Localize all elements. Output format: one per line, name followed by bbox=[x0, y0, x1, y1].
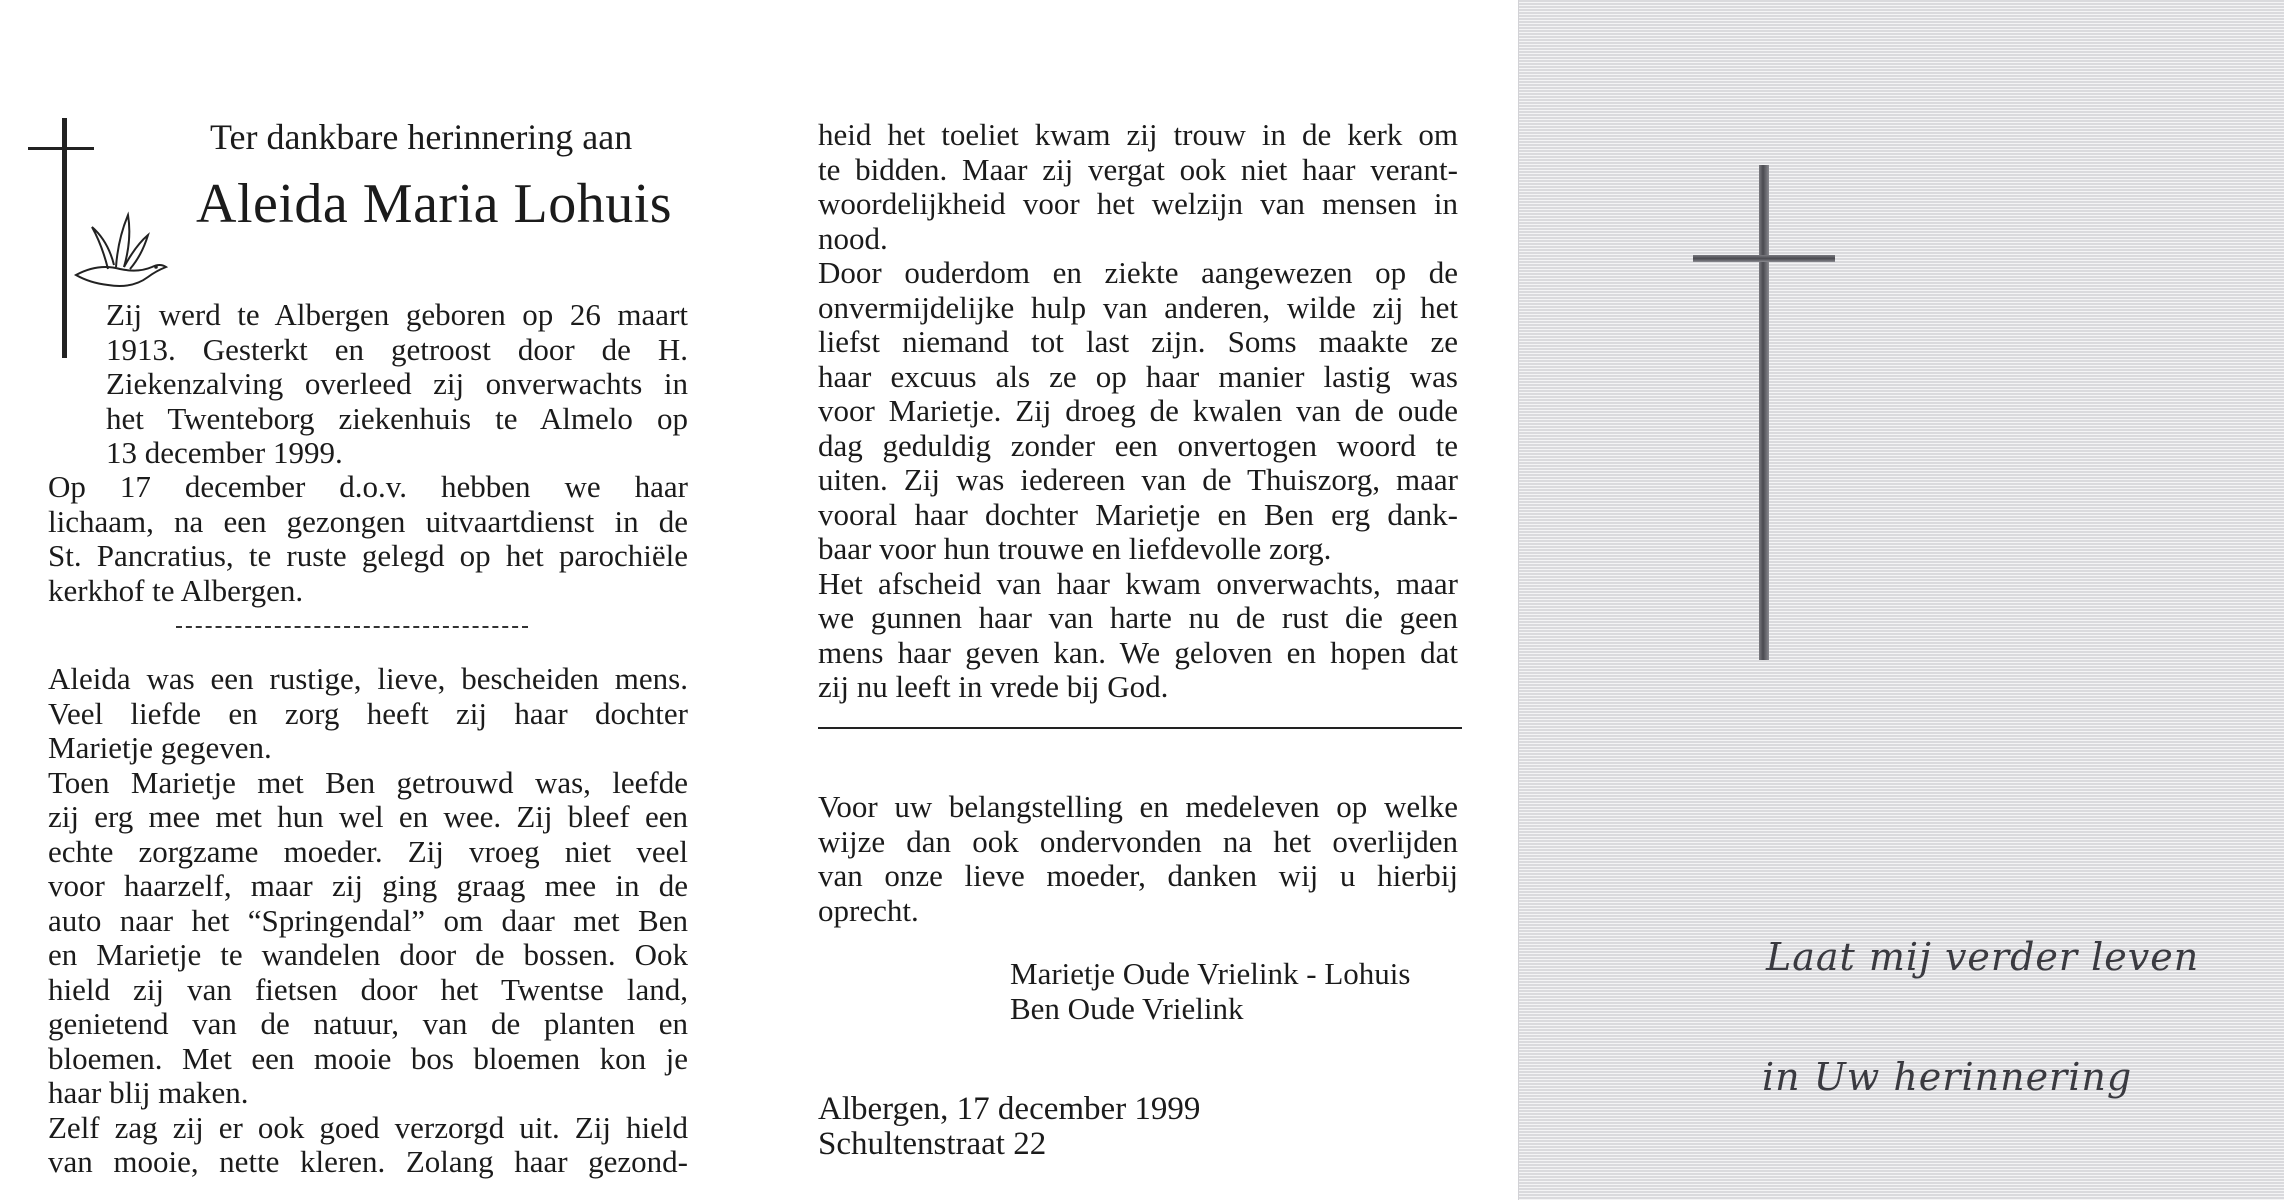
text-line: te bidden. Maar zij vergat ook niet haar verant- bbox=[818, 151, 1458, 187]
text-line: vooral haar dochter Marietje en Ben erg dank- bbox=[818, 496, 1458, 532]
text-line: auto naar het “Springendal” om daar met Ben bbox=[48, 902, 688, 938]
text-line: bloemen. Met een mooie bos bloemen kon je bbox=[48, 1040, 688, 1076]
cross-icon-vertical bbox=[1759, 165, 1769, 660]
dotted-divider bbox=[176, 626, 528, 628]
text-line: het Twenteborg ziekenhuis te Almelo op bbox=[106, 400, 688, 436]
text-line: genietend van de natuur, van de planten en bbox=[48, 1006, 688, 1041]
address: Schultenstraat 22 bbox=[818, 1126, 1047, 1162]
text-line: St. Pancratius, te ruste gelegd op het parochiële bbox=[48, 538, 688, 573]
text-line: Toen Marietje met Ben getrouwd was, leefde bbox=[48, 764, 688, 800]
life-description-paragraph bbox=[48, 662, 688, 1180]
deceased-name: Aleida Maria Lohuis bbox=[196, 173, 673, 235]
text-line: we gunnen haar van harte nu de rust die geen bbox=[818, 600, 1458, 635]
text-line: zij erg mee met hun wel en wee. Zij bleef een bbox=[48, 799, 688, 834]
text-line: dag geduldig zonder een onvertogen woord te bbox=[818, 427, 1458, 463]
text-line: lichaam, na een gezongen uitvaartdienst in de bbox=[48, 503, 688, 539]
text-line: haar excuus als ze op haar manier lastig was bbox=[818, 358, 1458, 394]
text-line: wijze dan ook ondervonden na het overlijden bbox=[818, 823, 1458, 859]
text-line: Veel liefde en zorg heeft zij haar dochter bbox=[48, 695, 688, 731]
thank-you-paragraph bbox=[818, 790, 1458, 928]
text-line: Het afscheid van haar kwam onverwachts, maar bbox=[818, 565, 1458, 601]
birth-death-paragraph bbox=[106, 298, 688, 471]
burial-paragraph bbox=[48, 470, 688, 608]
cover-card bbox=[1518, 0, 2284, 1200]
place-date: Albergen, 17 december 1999 bbox=[818, 1091, 1201, 1127]
solid-divider bbox=[818, 727, 1462, 729]
text-line: voor haarzelf, maar zij ging graag mee in de bbox=[48, 868, 688, 903]
script-text-line-1: Laat mij verder leven bbox=[1766, 935, 2200, 979]
script-text-line-2: in Uw herinnering bbox=[1762, 1055, 2133, 1099]
text-line: Door ouderdom en ziekte aangewezen op de bbox=[818, 255, 1458, 290]
text-line: Marietje gegeven. bbox=[48, 730, 272, 765]
text-line: van mooie, nette kleren. Zolang haar gezond- bbox=[48, 1144, 688, 1179]
text-line: mens haar geven kan. We geloven en hopen dat bbox=[818, 634, 1458, 670]
text-line: zij nu leeft in vrede bij God. bbox=[818, 669, 1169, 704]
text-line: oprecht. bbox=[818, 892, 919, 928]
text-line: haar blij maken. bbox=[48, 1075, 249, 1110]
text-line: onvermijdelijke hulp van anderen, wilde zij het bbox=[818, 289, 1458, 325]
text-line: woordelijkheid voor het welzijn van mensen in bbox=[818, 186, 1458, 221]
text-line: Ziekenzalving overleed zij onverwachts in bbox=[106, 366, 688, 401]
text-line: voor Marietje. Zij droeg de kwalen van de oude bbox=[818, 393, 1458, 428]
text-line: 1913. Gesterkt en getroost door de H. bbox=[106, 331, 688, 367]
dove-icon bbox=[68, 205, 168, 300]
text-line: liefst niemand tot last zijn. Soms maakte ze bbox=[818, 324, 1458, 359]
text-line: en Marietje te wandelen door de bossen. Ook bbox=[48, 937, 688, 972]
text-line: van onze lieve moeder, danken wij u hierbij bbox=[818, 858, 1458, 893]
text-line: uiten. Zij was iedereen van de Thuiszorg, maar bbox=[818, 462, 1458, 497]
text-line: nood. bbox=[818, 220, 888, 256]
text-line: echte zorgzame moeder. Zij vroeg niet veel bbox=[48, 833, 688, 869]
text-line: Aleida was een rustige, lieve, bescheiden mens. bbox=[48, 661, 688, 696]
cross-icon-vertical bbox=[62, 118, 67, 358]
text-line: Zij werd te Albergen geboren op 26 maart bbox=[106, 297, 688, 332]
text-line: Op 17 december d.o.v. hebben we haar bbox=[48, 469, 688, 504]
signature-line: Marietje Oude Vrielink - Lohuis bbox=[1010, 956, 1411, 991]
text-line: kerkhof te Albergen. bbox=[48, 572, 304, 608]
left-column bbox=[0, 0, 760, 1200]
signature-line: Ben Oude Vrielink bbox=[1010, 991, 1244, 1026]
text-line: Voor uw belangstelling en medeleven op welke bbox=[818, 789, 1458, 824]
text-line: hield zij van fietsen door het Twentse land, bbox=[48, 971, 688, 1007]
signatures bbox=[1010, 956, 1410, 1026]
cross-icon-horizontal bbox=[1693, 255, 1835, 262]
text-line: heid het toeliet kwam zij trouw in de kerk om bbox=[818, 117, 1458, 152]
text-line: baar voor hun trouwe en liefdevolle zorg. bbox=[818, 531, 1332, 566]
place-and-address bbox=[818, 1092, 1200, 1162]
dedication-heading: Ter dankbare herinnering aan bbox=[210, 117, 633, 157]
middle-column bbox=[760, 0, 1520, 1200]
text-line: Zelf zag zij er ook goed verzorgd uit. Zij hield bbox=[48, 1109, 688, 1145]
life-description-continued bbox=[818, 118, 1458, 705]
text-line: 13 december 1999. bbox=[106, 435, 343, 470]
cross-icon-horizontal bbox=[28, 147, 94, 150]
